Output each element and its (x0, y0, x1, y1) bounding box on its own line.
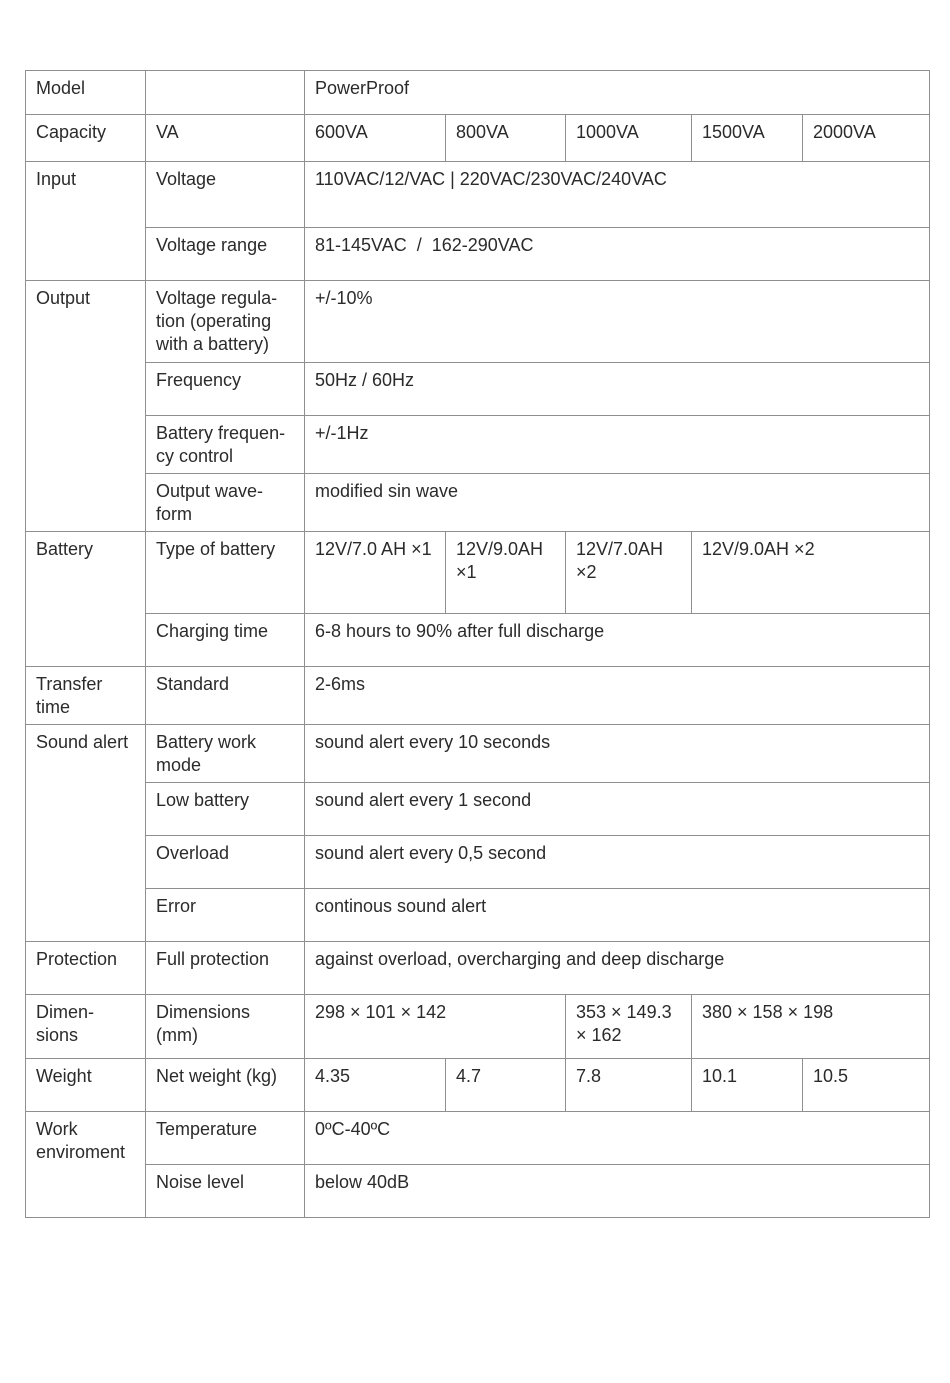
value-waveform: modified sin wave (305, 474, 930, 532)
sub-noise: Noise level (146, 1165, 305, 1218)
sub-error: Error (146, 889, 305, 942)
value-voltage-range: 81-145VAC / 162-290VAC (305, 228, 930, 281)
sub-work-mode: Battery work mode (146, 725, 305, 783)
weight-3: 7.8 (566, 1059, 692, 1112)
value-noise: below 40dB (305, 1165, 930, 1218)
label-battery: Battery (26, 532, 146, 667)
label-capacity: Capacity (26, 115, 146, 162)
sub-temperature: Temperature (146, 1112, 305, 1165)
capacity-800: 800VA (446, 115, 566, 162)
row-transfer (26, 667, 930, 725)
sub-standard: Standard (146, 667, 305, 725)
capacity-2000: 2000VA (803, 115, 930, 162)
row-work-temperature (26, 1112, 930, 1165)
battery-type-2: 12V/9.0AH ×1 (446, 532, 566, 614)
sub-dimensions: Dimensions (mm) (146, 995, 305, 1059)
battery-type-1: 12V/7.0 AH ×1 (305, 532, 446, 614)
value-charging: 6-8 hours to 90% after full discharge (305, 614, 930, 667)
row-battery-charging (26, 614, 930, 667)
row-sound-overload (26, 836, 930, 889)
sub-frequency: Frequency (146, 363, 305, 416)
value-transfer: 2-6ms (305, 667, 930, 725)
sub-empty (146, 71, 305, 115)
row-output-frequency (26, 363, 930, 416)
label-work-env: Work enviroment (26, 1112, 146, 1218)
row-sound-work (26, 725, 930, 783)
label-dimensions: Dimen-sions (26, 995, 146, 1059)
value-low-battery: sound alert every 1 second (305, 783, 930, 836)
sub-voltage: Voltage (146, 162, 305, 228)
battery-type-3: 12V/7.0AH ×2 (566, 532, 692, 614)
label-model: Model (26, 71, 146, 115)
dimensions-2: 353 × 149.3 × 162 (566, 995, 692, 1059)
weight-1: 4.35 (305, 1059, 446, 1112)
sub-low-battery: Low battery (146, 783, 305, 836)
row-protection (26, 942, 930, 995)
label-transfer: Transfer time (26, 667, 146, 725)
row-sound-low (26, 783, 930, 836)
sub-battery-type: Type of battery (146, 532, 305, 614)
weight-5: 10.5 (803, 1059, 930, 1112)
value-regulation: +/-10% (305, 281, 930, 363)
row-input-voltage (26, 162, 930, 228)
sub-battery-freq: Battery frequen-cy control (146, 416, 305, 474)
sub-overload: Overload (146, 836, 305, 889)
sub-net-weight: Net weight (kg) (146, 1059, 305, 1112)
weight-2: 4.7 (446, 1059, 566, 1112)
battery-type-4: 12V/9.0AH ×2 (692, 532, 930, 614)
row-sound-error (26, 889, 930, 942)
value-voltage: 110VAC/12/VAC | 220VAC/230VAC/240VAC (305, 162, 930, 228)
label-output: Output (26, 281, 146, 532)
row-output-waveform (26, 474, 930, 532)
label-sound: Sound alert (26, 725, 146, 942)
value-battery-freq: +/-1Hz (305, 416, 930, 474)
row-dimensions (26, 995, 930, 1059)
sub-waveform: Output wave-form (146, 474, 305, 532)
sub-full-protection: Full protection (146, 942, 305, 995)
row-battery-type (26, 532, 930, 614)
row-output-regulation (26, 281, 930, 363)
row-model (26, 71, 930, 115)
dimensions-3: 380 × 158 × 198 (692, 995, 930, 1059)
value-model: PowerProof (305, 71, 930, 115)
weight-4: 10.1 (692, 1059, 803, 1112)
label-weight: Weight (26, 1059, 146, 1112)
value-frequency: 50Hz / 60Hz (305, 363, 930, 416)
spec-table (25, 70, 930, 1218)
row-input-range (26, 228, 930, 281)
row-capacity (26, 115, 930, 162)
dimensions-1: 298 × 101 × 142 (305, 995, 566, 1059)
row-weight (26, 1059, 930, 1112)
label-input: Input (26, 162, 146, 281)
capacity-1000: 1000VA (566, 115, 692, 162)
sub-voltage-range: Voltage range (146, 228, 305, 281)
sub-charging: Charging time (146, 614, 305, 667)
row-output-battery-freq (26, 416, 930, 474)
capacity-1500: 1500VA (692, 115, 803, 162)
row-work-noise (26, 1165, 930, 1218)
value-error: continous sound alert (305, 889, 930, 942)
value-work-mode: sound alert every 10 seconds (305, 725, 930, 783)
sub-va: VA (146, 115, 305, 162)
capacity-600: 600VA (305, 115, 446, 162)
value-protection: against overload, overcharging and deep discharge (305, 942, 930, 995)
value-temperature: 0ºC-40ºC (305, 1112, 930, 1165)
value-overload: sound alert every 0,5 second (305, 836, 930, 889)
sub-regulation: Voltage regula-tion (operating with a battery) (146, 281, 305, 363)
label-protection: Protection (26, 942, 146, 995)
